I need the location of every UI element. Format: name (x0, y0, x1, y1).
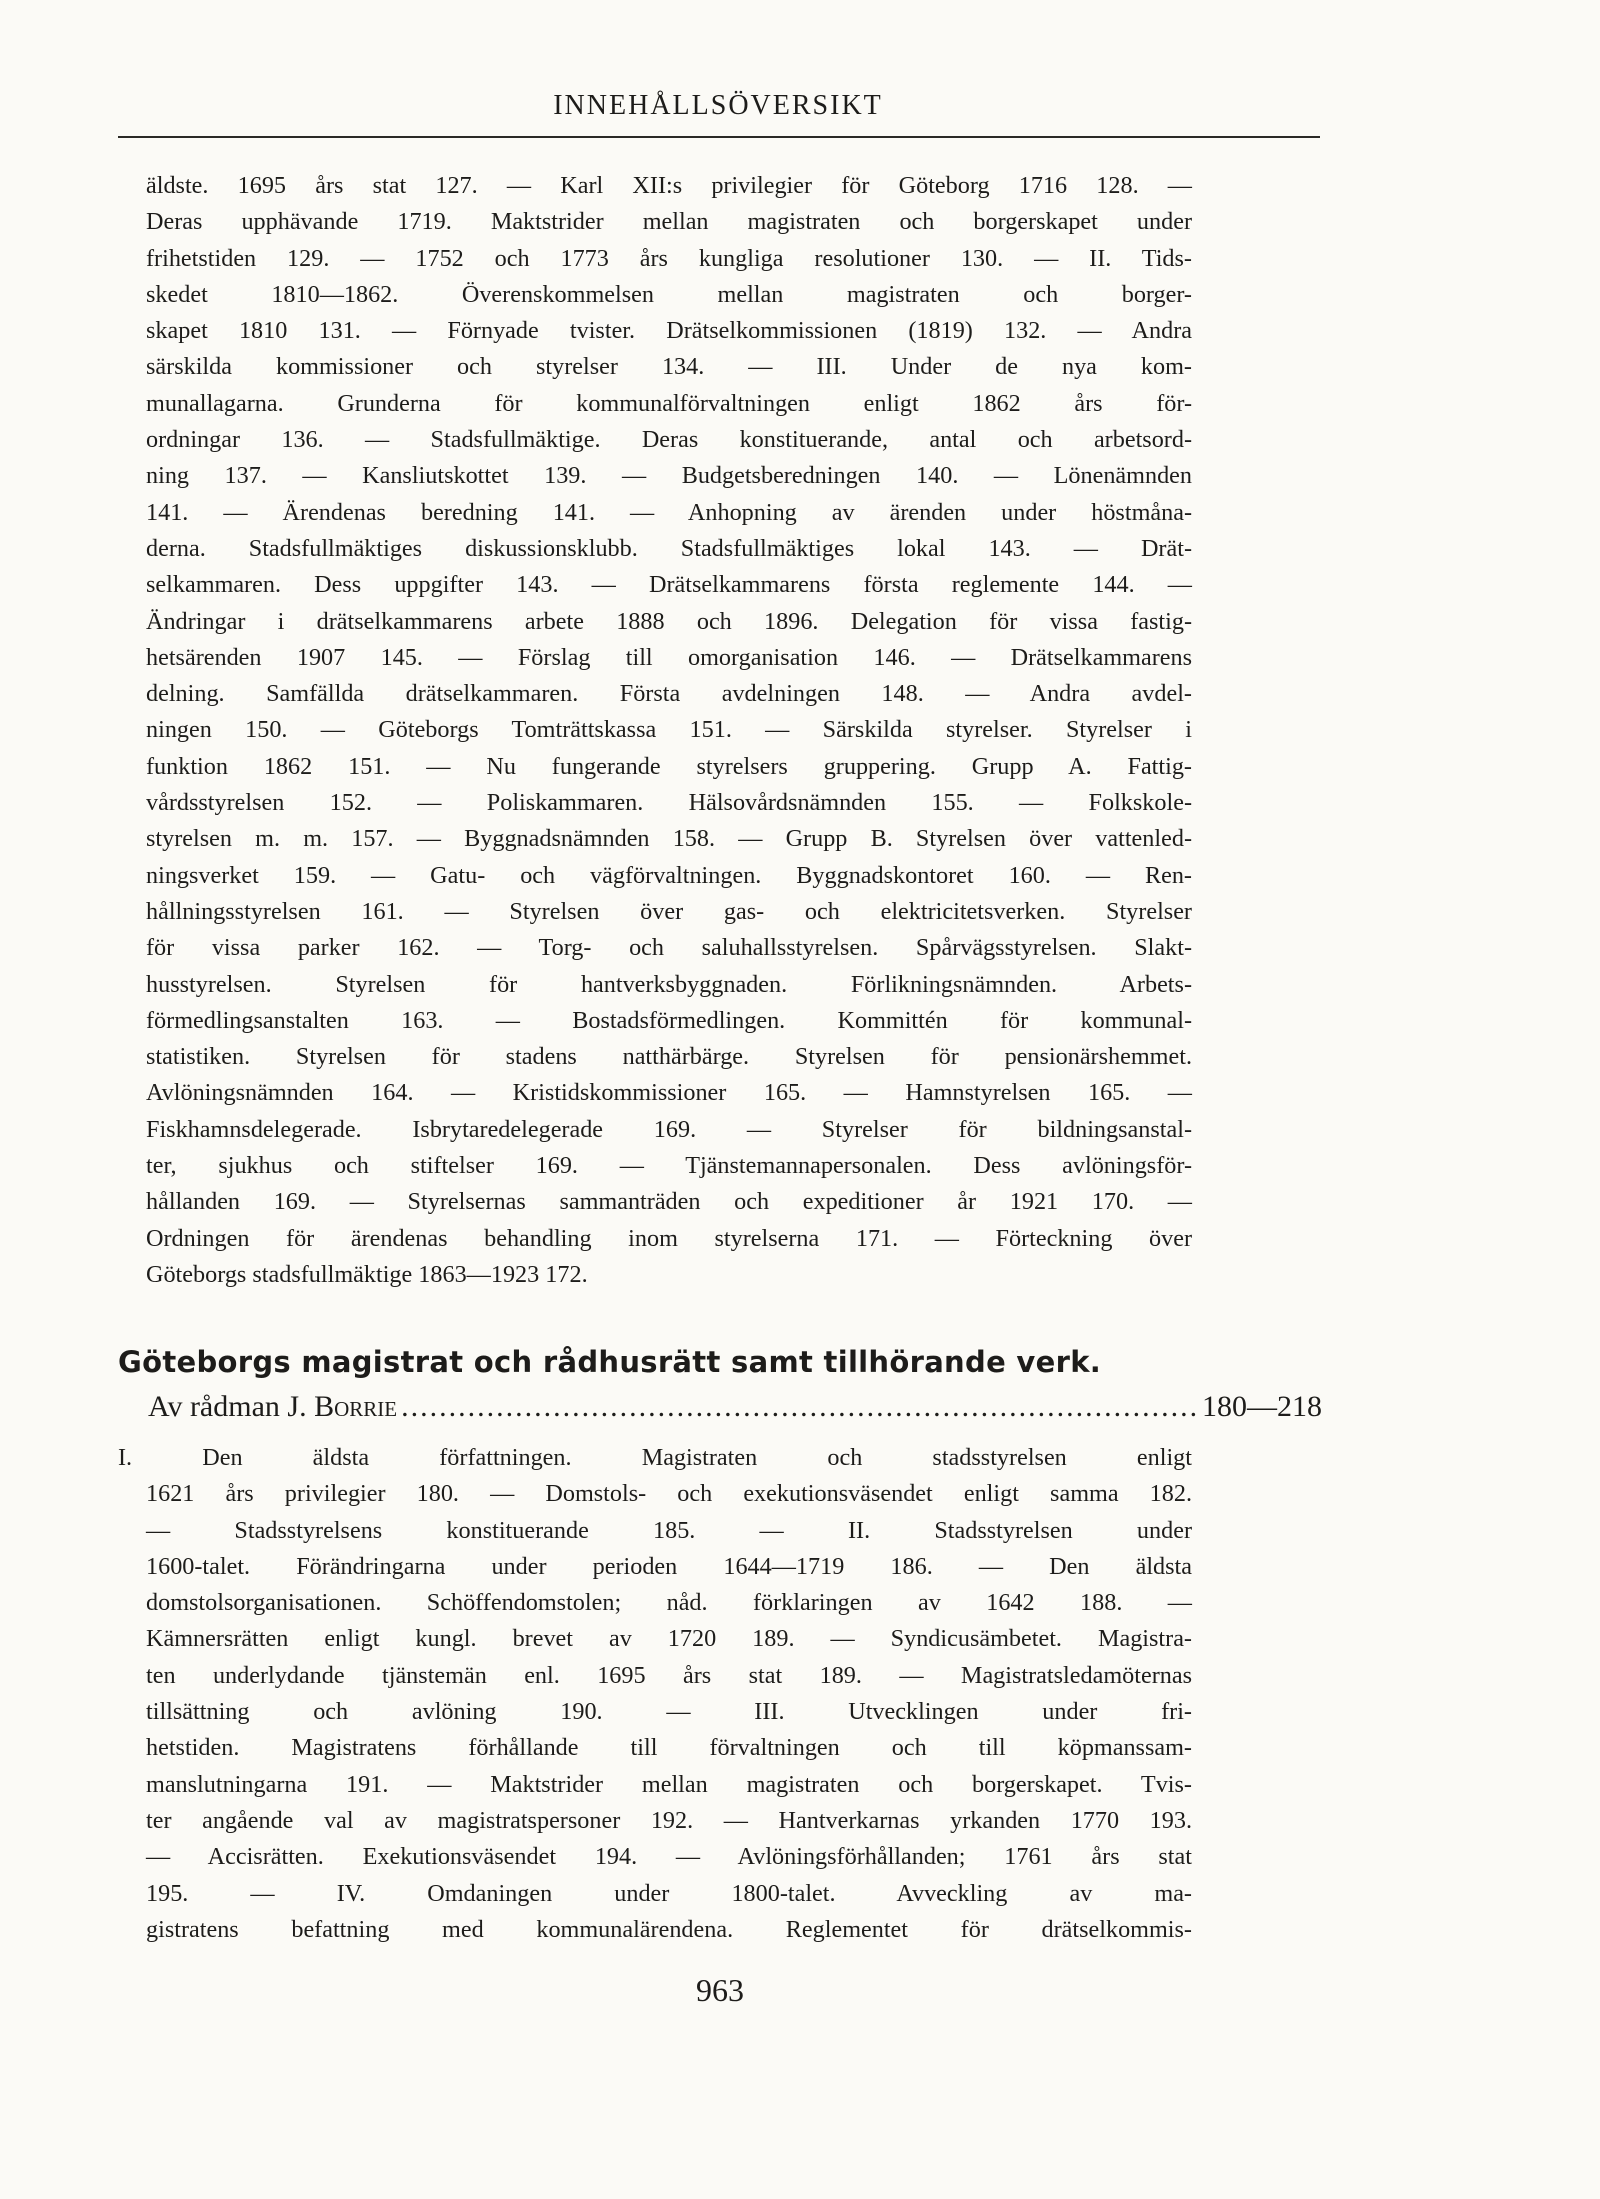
text-line: tillsättning och avlöning 190. — III. Utvecklingen under fri- (146, 1698, 1192, 1726)
text-line: äldste. 1695 års stat 127. — Karl XII:s privilegier för Göteborg 1716 128. — (146, 172, 1192, 199)
text-line: ning 137. — Kansliutskottet 139. — Budgetsberedningen 140. — Lönenämnden (146, 462, 1192, 490)
text-line: munallagarna. Grunderna för kommunalförvaltningen enligt 1862 års för- (146, 389, 1192, 417)
text-line: förmedlingsanstalten 163. — Bostadsförmedlingen. Kommittén för kommunal- (146, 1006, 1192, 1034)
text-line: 195. — IV. Omdaningen under 1800-talet. Avveckling av ma- (146, 1879, 1192, 1907)
text-line: ter angående val av magistratspersoner 192. — Hantverkarnas yrkanden 1770 193. (146, 1806, 1192, 1834)
text-line: Kämnersrätten enligt kungl. brevet av 1720 189. — Syndicusämbetet. Magistra- (146, 1625, 1192, 1653)
text-line: domstolsorganisationen. Schöffendomstolen; nåd. förklaringen av 1642 188. — (146, 1589, 1192, 1617)
text-line: husstyrelsen. Styrelsen för hantverksbyggnaden. Förlikningsnämnden. Arbets- (146, 970, 1192, 998)
text-line: derna. Stadsfullmäktiges diskussionsklubb. Stadsfullmäktiges lokal 143. — Drät- (146, 534, 1192, 562)
text-line: ningen 150. — Göteborgs Tomträttskassa 151. — Särskilda styrelser. Styrelser i (146, 716, 1192, 744)
text-line: selkammaren. Dess uppgifter 143. — Drätselkammarens första reglemente 144. — (146, 571, 1192, 599)
text-line: funktion 1862 151. — Nu fungerande styrelsers gruppering. Grupp A. Fattig- (146, 752, 1192, 780)
text-line: Fiskhamnsdelegerade. Isbrytaredelegerade 169. — Styrelser för bildningsanstal- (146, 1115, 1192, 1143)
text-line: skapet 1810 131. — Förnyade tvister. Drätselkommissionen (1819) 132. — Andra (146, 317, 1192, 345)
author-prefix: Av rådman J. (148, 1390, 307, 1423)
text-line: särskilda kommissioner och styrelser 134. — III. Under de nya kom- (146, 353, 1192, 381)
text-line: hållanden 169. — Styrelsernas sammanträden och expeditioner år 1921 170. — (146, 1188, 1192, 1216)
text-line: manslutningarna 191. — Maktstrider mellan magistraten och borgerskapet. Tvis- (146, 1770, 1192, 1798)
text-line: frihetstiden 129. — 1752 och 1773 års kungliga resolutioner 130. — II. Tids- (146, 244, 1192, 272)
text-line: Ordningen för ärendenas behandling inom styrelserna 171. — Förteckning över (146, 1224, 1192, 1252)
text-line: — Accisrätten. Exekutionsväsendet 194. — Avlöningsförhållanden; 1761 års stat (146, 1843, 1192, 1871)
text-line: — Stadsstyrelsens konstituerande 185. — II. Stadsstyrelsen under (146, 1516, 1192, 1544)
text-line: ningsverket 159. — Gatu- och vägförvaltningen. Byggnadskontoret 160. — Ren- (146, 861, 1192, 889)
text-line: ten underlydande tjänstemän enl. 1695 års stat 189. — Magistratsledamöternas (146, 1661, 1192, 1689)
author-name: Borrie (314, 1390, 398, 1423)
text-line: Ändringar i drätselkammarens arbete 1888 och 1896. Delegation för vissa fastig- (146, 607, 1192, 635)
text-line: Avlöningsnämnden 164. — Kristidskommissioner 165. — Hamnstyrelsen 165. — (146, 1079, 1192, 1107)
dot-leader (401, 1390, 1198, 1424)
text-line: Göteborgs stadsfullmäktige 1863—1923 172. (146, 1260, 588, 1288)
text-line: hållningsstyrelsen 161. — Styrelsen över gas- och elektricitetsverken. Styrelser (146, 897, 1192, 925)
page-number: 963 (696, 1972, 744, 2008)
contents-block-2 (118, 1440, 1192, 1948)
contents-block-1 (146, 168, 1192, 1293)
article-title: Göteborgs magistrat och rådhusrätt samt tillhörande verk. (118, 1345, 1102, 1379)
header-rule (118, 136, 1320, 138)
text-line: styrelsen m. m. 157. — Byggnadsnämnden 158. — Grupp B. Styrelsen över vattenled- (146, 825, 1192, 853)
text-line: skedet 1810—1862. Överenskommelsen mellan magistraten och borger- (146, 280, 1192, 308)
author-line (148, 1390, 1322, 1424)
running-head: INNEHÅLLSÖVERSIKT (553, 90, 883, 121)
text-line: vårdsstyrelsen 152. — Poliskammaren. Hälsovårdsnämnden 155. — Folkskole- (146, 789, 1192, 817)
text-line: gistratens befattning med kommunalärendena. Reglementet för drätselkommis- (146, 1915, 1192, 1943)
text-line: för vissa parker 162. — Torg- och saluhallsstyrelsen. Spårvägsstyrelsen. Slakt- (146, 934, 1192, 962)
text-line: statistiken. Styrelsen för stadens natthärbärge. Styrelsen för pensionärshemmet. (146, 1043, 1192, 1071)
text-line: Deras upphävande 1719. Maktstrider mellan magistraten och borgerskapet under (146, 208, 1192, 236)
text-line: I. Den äldsta författningen. Magistraten och stadsstyrelsen enligt (118, 1444, 1192, 1471)
text-line: hetstiden. Magistratens förhållande till förvaltningen och till köpmanssam- (146, 1734, 1192, 1762)
text-line: ordningar 136. — Stadsfullmäktige. Deras konstituerande, antal och arbetsord- (146, 426, 1192, 454)
text-line: 1621 års privilegier 180. — Domstols- och exekutionsväsendet enligt samma 182. (146, 1480, 1192, 1508)
text-line: 1600-talet. Förändringarna under perioden 1644—1719 186. — Den äldsta (146, 1552, 1192, 1580)
text-line: delning. Samfällda drätselkammaren. Första avdelningen 148. — Andra avdel- (146, 680, 1192, 708)
page-range: 180—218 (1202, 1390, 1322, 1423)
text-line: hetsärenden 1907 145. — Förslag till omorganisation 146. — Drätselkammarens (146, 643, 1192, 671)
text-line: ter, sjukhus och stiftelser 169. — Tjänstemannapersonalen. Dess avlöningsför- (146, 1152, 1192, 1180)
text-line: 141. — Ärendenas beredning 141. — Anhopning av ärenden under höstmåna- (146, 498, 1192, 526)
